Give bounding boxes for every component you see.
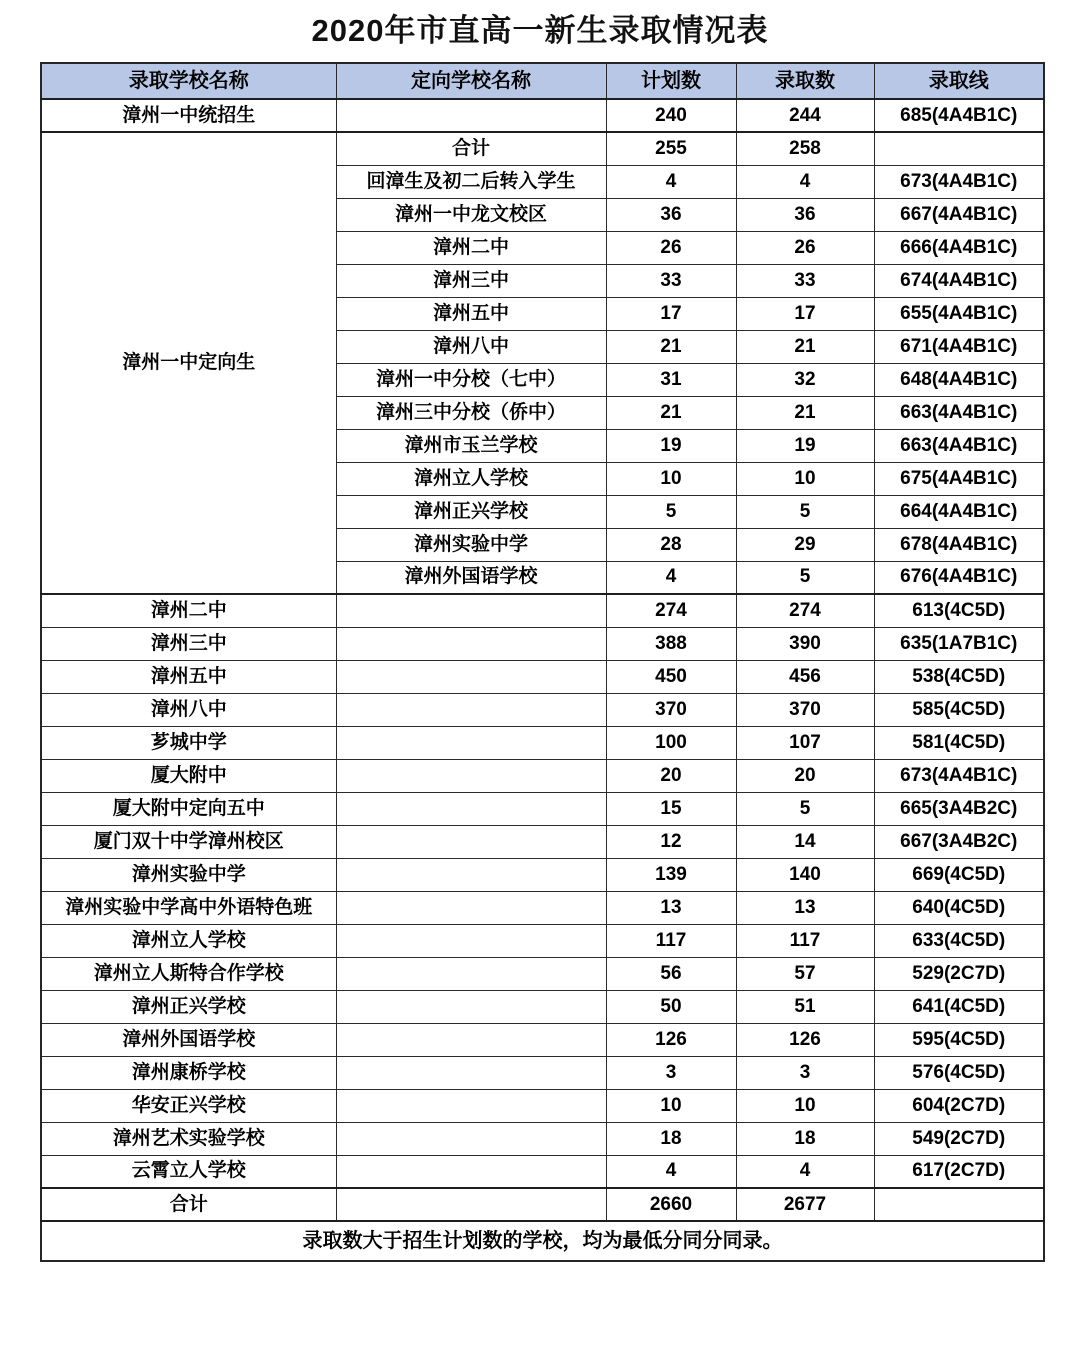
cell-plan-count: 15	[606, 792, 736, 825]
cell-directed-school	[336, 726, 606, 759]
cell-plan-count: 240	[606, 99, 736, 132]
cell-cutoff-line	[874, 1188, 1044, 1221]
cell-plan-count: 26	[606, 231, 736, 264]
cell-cutoff-line: 617(2C7D)	[874, 1155, 1044, 1188]
cell-directed-school	[336, 1122, 606, 1155]
cell-plan-count: 13	[606, 891, 736, 924]
cell-cutoff-line: 585(4C5D)	[874, 693, 1044, 726]
cell-plan-count: 28	[606, 528, 736, 561]
table-row	[41, 825, 1044, 858]
cell-directed-school: 漳州二中	[336, 231, 606, 264]
cell-admitted-count: 14	[736, 825, 874, 858]
table-row-total	[41, 1188, 1044, 1221]
cell-admitted-count: 57	[736, 957, 874, 990]
cell-plan-count: 255	[606, 132, 736, 165]
cell-school: 云霄立人学校	[41, 1155, 336, 1188]
table-row	[41, 759, 1044, 792]
table-row	[41, 990, 1044, 1023]
cell-admitted-count: 107	[736, 726, 874, 759]
cell-cutoff-line: 663(4A4B1C)	[874, 396, 1044, 429]
cell-admitted-count: 10	[736, 1089, 874, 1122]
cell-plan-count: 4	[606, 165, 736, 198]
cell-directed-school	[336, 825, 606, 858]
cell-cutoff-line: 685(4A4B1C)	[874, 99, 1044, 132]
cell-cutoff-line	[874, 132, 1044, 165]
cell-directed-school	[336, 1089, 606, 1122]
cell-school: 华安正兴学校	[41, 1089, 336, 1122]
cell-admitted-count: 5	[736, 792, 874, 825]
cell-admitted-count: 4	[736, 1155, 874, 1188]
cell-admitted-count: 17	[736, 297, 874, 330]
cell-admitted-count: 274	[736, 594, 874, 627]
header-row	[41, 63, 1044, 99]
cell-directed-school: 漳州立人学校	[336, 462, 606, 495]
table-footnote-row	[41, 1221, 1044, 1261]
cell-admitted-count: 29	[736, 528, 874, 561]
cell-school: 漳州实验中学	[41, 858, 336, 891]
cell-cutoff-line: 673(4A4B1C)	[874, 165, 1044, 198]
cell-directed-school: 漳州五中	[336, 297, 606, 330]
cell-cutoff-line: 673(4A4B1C)	[874, 759, 1044, 792]
cell-admitted-count: 18	[736, 1122, 874, 1155]
cell-plan-count: 20	[606, 759, 736, 792]
table-row	[41, 891, 1044, 924]
cell-plan-count: 50	[606, 990, 736, 1023]
cell-admitted-count: 4	[736, 165, 874, 198]
cell-plan-count: 19	[606, 429, 736, 462]
cell-directed-school	[336, 924, 606, 957]
cell-plan-count: 21	[606, 396, 736, 429]
cell-directed-school	[336, 1023, 606, 1056]
cell-directed-school: 漳州实验中学	[336, 528, 606, 561]
cell-plan-count: 17	[606, 297, 736, 330]
cell-admitted-count: 21	[736, 396, 874, 429]
cell-plan-count: 18	[606, 1122, 736, 1155]
cell-school: 漳州一中统招生	[41, 99, 336, 132]
cell-plan-count: 10	[606, 462, 736, 495]
table-header	[41, 63, 1044, 99]
cell-plan-count: 4	[606, 1155, 736, 1188]
cell-directed-school	[336, 792, 606, 825]
cell-admitted-count: 3	[736, 1056, 874, 1089]
table-container	[0, 62, 1080, 1262]
column-header-plan-count: 计划数	[606, 63, 736, 99]
cell-plan-count: 126	[606, 1023, 736, 1056]
table-row	[41, 792, 1044, 825]
cell-admitted-count: 26	[736, 231, 874, 264]
cell-admitted-count: 10	[736, 462, 874, 495]
cell-cutoff-line: 667(3A4B2C)	[874, 825, 1044, 858]
footnote-text: 录取数大于招生计划数的学校，均为最低分同分同录。	[41, 1221, 1044, 1261]
cell-cutoff-line: 674(4A4B1C)	[874, 264, 1044, 297]
cell-cutoff-line: 635(1A7B1C)	[874, 627, 1044, 660]
cell-plan-count: 21	[606, 330, 736, 363]
table-row	[41, 1023, 1044, 1056]
cell-total-plan-count: 2660	[606, 1188, 736, 1221]
cell-cutoff-line: 664(4A4B1C)	[874, 495, 1044, 528]
table-row	[41, 594, 1044, 627]
cell-directed-school	[336, 759, 606, 792]
cell-plan-count: 4	[606, 561, 736, 594]
column-header-directed-school: 定向学校名称	[336, 63, 606, 99]
cell-cutoff-line: 676(4A4B1C)	[874, 561, 1044, 594]
cell-cutoff-line: 663(4A4B1C)	[874, 429, 1044, 462]
cell-directed-school	[336, 1188, 606, 1221]
cell-plan-count: 10	[606, 1089, 736, 1122]
cell-school: 漳州康桥学校	[41, 1056, 336, 1089]
cell-group-label-dingxiang: 漳州一中定向生	[41, 132, 336, 594]
cell-directed-school: 回漳生及初二后转入学生	[336, 165, 606, 198]
admissions-table	[40, 62, 1045, 1262]
table-body	[41, 99, 1044, 1261]
cell-plan-count: 5	[606, 495, 736, 528]
cell-admitted-count: 258	[736, 132, 874, 165]
cell-directed-school	[336, 693, 606, 726]
cell-admitted-count: 5	[736, 561, 874, 594]
cell-cutoff-line: 669(4C5D)	[874, 858, 1044, 891]
cell-plan-count: 56	[606, 957, 736, 990]
cell-school: 厦大附中	[41, 759, 336, 792]
cell-cutoff-line: 549(2C7D)	[874, 1122, 1044, 1155]
cell-plan-count: 36	[606, 198, 736, 231]
cell-total-admitted-count: 2677	[736, 1188, 874, 1221]
cell-school: 厦大附中定向五中	[41, 792, 336, 825]
table-row	[41, 957, 1044, 990]
cell-directed-school: 漳州一中分校（七中）	[336, 363, 606, 396]
cell-cutoff-line: 613(4C5D)	[874, 594, 1044, 627]
cell-admitted-count: 126	[736, 1023, 874, 1056]
cell-cutoff-line: 667(4A4B1C)	[874, 198, 1044, 231]
page-title: 2020年市直高一新生录取情况表	[311, 13, 769, 48]
cell-directed-school: 合计	[336, 132, 606, 165]
cell-admitted-count: 20	[736, 759, 874, 792]
cell-admitted-count: 140	[736, 858, 874, 891]
cell-directed-school: 漳州三中分校（侨中）	[336, 396, 606, 429]
column-header-school: 录取学校名称	[41, 63, 336, 99]
table-row	[41, 924, 1044, 957]
cell-cutoff-line: 595(4C5D)	[874, 1023, 1044, 1056]
cell-school: 漳州实验中学高中外语特色班	[41, 891, 336, 924]
cell-cutoff-line: 678(4A4B1C)	[874, 528, 1044, 561]
cell-admitted-count: 370	[736, 693, 874, 726]
table-row	[41, 1155, 1044, 1188]
cell-admitted-count: 456	[736, 660, 874, 693]
cell-total-label: 合计	[41, 1188, 336, 1221]
table-row	[41, 627, 1044, 660]
cell-admitted-count: 13	[736, 891, 874, 924]
cell-directed-school	[336, 1155, 606, 1188]
cell-admitted-count: 390	[736, 627, 874, 660]
cell-school: 漳州立人斯特合作学校	[41, 957, 336, 990]
cell-admitted-count: 33	[736, 264, 874, 297]
cell-school: 漳州外国语学校	[41, 1023, 336, 1056]
cell-school: 漳州二中	[41, 594, 336, 627]
cell-admitted-count: 19	[736, 429, 874, 462]
cell-admitted-count: 5	[736, 495, 874, 528]
column-header-cutoff-line: 录取线	[874, 63, 1044, 99]
cell-cutoff-line: 604(2C7D)	[874, 1089, 1044, 1122]
cell-directed-school	[336, 858, 606, 891]
cell-plan-count: 12	[606, 825, 736, 858]
table-row	[41, 99, 1044, 132]
cell-directed-school	[336, 99, 606, 132]
cell-plan-count: 31	[606, 363, 736, 396]
cell-cutoff-line: 633(4C5D)	[874, 924, 1044, 957]
cell-cutoff-line: 581(4C5D)	[874, 726, 1044, 759]
table-row	[41, 1122, 1044, 1155]
cell-directed-school: 漳州外国语学校	[336, 561, 606, 594]
cell-cutoff-line: 538(4C5D)	[874, 660, 1044, 693]
cell-directed-school: 漳州八中	[336, 330, 606, 363]
cell-cutoff-line: 665(3A4B2C)	[874, 792, 1044, 825]
cell-cutoff-line: 675(4A4B1C)	[874, 462, 1044, 495]
cell-cutoff-line: 640(4C5D)	[874, 891, 1044, 924]
cell-directed-school	[336, 891, 606, 924]
cell-directed-school: 漳州三中	[336, 264, 606, 297]
cell-school: 厦门双十中学漳州校区	[41, 825, 336, 858]
cell-directed-school	[336, 594, 606, 627]
cell-plan-count: 33	[606, 264, 736, 297]
table-row	[41, 693, 1044, 726]
cell-school: 漳州正兴学校	[41, 990, 336, 1023]
cell-school: 漳州八中	[41, 693, 336, 726]
cell-plan-count: 117	[606, 924, 736, 957]
cell-school: 漳州五中	[41, 660, 336, 693]
table-row	[41, 1089, 1044, 1122]
cell-directed-school	[336, 660, 606, 693]
cell-cutoff-line: 641(4C5D)	[874, 990, 1044, 1023]
cell-directed-school: 漳州正兴学校	[336, 495, 606, 528]
cell-admitted-count: 36	[736, 198, 874, 231]
cell-directed-school	[336, 627, 606, 660]
cell-plan-count: 450	[606, 660, 736, 693]
cell-plan-count: 100	[606, 726, 736, 759]
cell-plan-count: 370	[606, 693, 736, 726]
cell-school: 漳州三中	[41, 627, 336, 660]
cell-cutoff-line: 666(4A4B1C)	[874, 231, 1044, 264]
cell-admitted-count: 51	[736, 990, 874, 1023]
cell-school: 漳州艺术实验学校	[41, 1122, 336, 1155]
cell-cutoff-line: 671(4A4B1C)	[874, 330, 1044, 363]
cell-school: 漳州立人学校	[41, 924, 336, 957]
cell-directed-school: 漳州一中龙文校区	[336, 198, 606, 231]
cell-directed-school	[336, 1056, 606, 1089]
cell-admitted-count: 32	[736, 363, 874, 396]
cell-directed-school	[336, 957, 606, 990]
table-row	[41, 1056, 1044, 1089]
cell-cutoff-line: 648(4A4B1C)	[874, 363, 1044, 396]
cell-cutoff-line: 655(4A4B1C)	[874, 297, 1044, 330]
cell-admitted-count: 21	[736, 330, 874, 363]
cell-admitted-count: 244	[736, 99, 874, 132]
cell-cutoff-line: 529(2C7D)	[874, 957, 1044, 990]
column-header-admitted-count: 录取数	[736, 63, 874, 99]
cell-plan-count: 274	[606, 594, 736, 627]
cell-directed-school	[336, 990, 606, 1023]
table-row	[41, 858, 1044, 891]
cell-plan-count: 3	[606, 1056, 736, 1089]
cell-admitted-count: 117	[736, 924, 874, 957]
cell-cutoff-line: 576(4C5D)	[874, 1056, 1044, 1089]
table-row	[41, 660, 1044, 693]
table-row	[41, 726, 1044, 759]
cell-plan-count: 388	[606, 627, 736, 660]
cell-school: 芗城中学	[41, 726, 336, 759]
cell-directed-school: 漳州市玉兰学校	[336, 429, 606, 462]
table-row	[41, 132, 1044, 165]
cell-plan-count: 139	[606, 858, 736, 891]
